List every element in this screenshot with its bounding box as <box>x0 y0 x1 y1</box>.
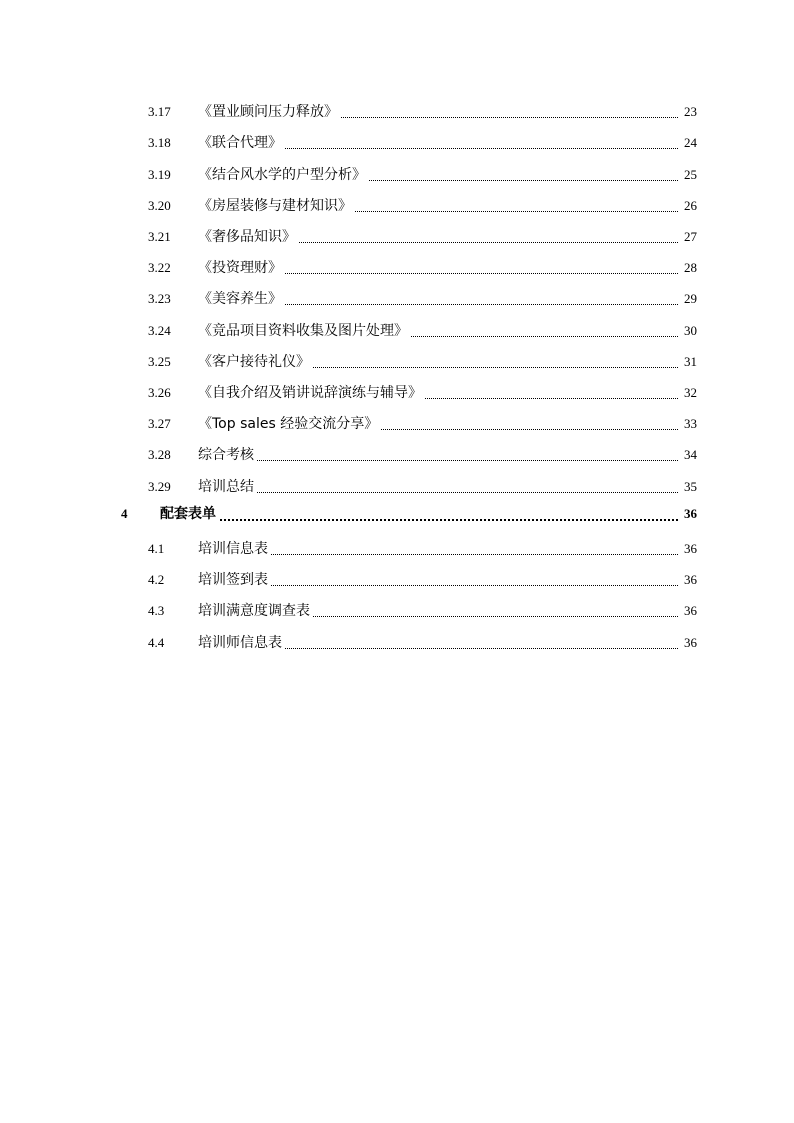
page-number: 34 <box>684 447 697 462</box>
section-number: 3.25 <box>148 354 171 369</box>
dot-leader <box>200 460 678 461</box>
toc-entry-4-2[interactable] <box>0 569 794 591</box>
section-title: 培训满意度调查表 <box>198 600 313 622</box>
chapter-number: 4 <box>121 506 128 521</box>
toc-entry-3-27[interactable] <box>0 413 794 435</box>
toc-entry-3-25[interactable] <box>0 351 794 373</box>
dot-leader <box>200 554 678 555</box>
page-number: 35 <box>684 479 697 494</box>
toc-entry-3-23[interactable] <box>0 288 794 310</box>
section-title: 《自我介绍及销讲说辞演练与辅导》 <box>198 382 425 404</box>
section-title: 《置业顾问压力释放》 <box>198 101 341 123</box>
section-number: 3.23 <box>148 291 171 306</box>
section-title: 《竞品项目资料收集及图片处理》 <box>198 320 411 342</box>
section-title: 《奢侈品知识》 <box>198 226 299 248</box>
section-title: 《房屋装修与建材知识》 <box>198 195 355 217</box>
section-number: 4.1 <box>148 541 165 556</box>
section-number: 3.19 <box>148 167 171 182</box>
section-title: 《Top sales 经验交流分享》 <box>198 413 381 435</box>
section-title: 培训签到表 <box>198 569 271 591</box>
section-title: 《联合代理》 <box>198 132 285 154</box>
section-number: 4.3 <box>148 603 165 618</box>
page-number: 27 <box>684 229 697 244</box>
dot-leader <box>160 519 678 521</box>
section-title: 《投资理财》 <box>198 257 285 279</box>
section-number: 3.17 <box>148 104 171 119</box>
section-number: 4.4 <box>148 635 165 650</box>
section-title: 综合考核 <box>198 444 257 466</box>
section-title: 《美容养生》 <box>198 288 285 310</box>
page-number: 36 <box>684 541 697 556</box>
toc-entry-3-26[interactable] <box>0 382 794 404</box>
toc-entry-3-21[interactable] <box>0 226 794 248</box>
section-title: 培训师信息表 <box>198 632 285 654</box>
page-number: 36 <box>684 603 697 618</box>
section-number: 3.21 <box>148 229 171 244</box>
section-title: 培训信息表 <box>198 538 271 560</box>
section-number: 3.20 <box>148 198 171 213</box>
page-number: 36 <box>684 506 697 521</box>
section-title: 培训总结 <box>198 476 257 498</box>
page-number: 25 <box>684 167 697 182</box>
section-number: 3.28 <box>148 447 171 462</box>
page-number: 33 <box>684 416 697 431</box>
section-number: 3.29 <box>148 479 171 494</box>
page-number: 36 <box>684 572 697 587</box>
page-number: 36 <box>684 635 697 650</box>
toc-entry-3-28[interactable] <box>0 444 794 466</box>
page-number: 32 <box>684 385 697 400</box>
section-number: 3.27 <box>148 416 171 431</box>
page-number: 30 <box>684 323 697 338</box>
toc-entry-3-22[interactable] <box>0 257 794 279</box>
toc-entry-4-1[interactable] <box>0 538 794 560</box>
page-number: 29 <box>684 291 697 306</box>
section-title: 《结合风水学的户型分析》 <box>198 164 369 186</box>
section-number: 3.22 <box>148 260 171 275</box>
section-number: 3.26 <box>148 385 171 400</box>
page-number: 31 <box>684 354 697 369</box>
dot-leader <box>200 492 678 493</box>
page-number: 28 <box>684 260 697 275</box>
toc-entry-4-4[interactable] <box>0 632 794 654</box>
dot-leader <box>200 585 678 586</box>
toc-entry-3-20[interactable] <box>0 195 794 217</box>
section-title: 《客户接待礼仪》 <box>198 351 313 373</box>
section-number: 4.2 <box>148 572 165 587</box>
toc-entry-3-29[interactable] <box>0 476 794 498</box>
page-number: 23 <box>684 104 697 119</box>
toc-chapter-4[interactable] <box>0 503 794 525</box>
section-number: 3.24 <box>148 323 171 338</box>
toc-entry-3-17[interactable] <box>0 101 794 123</box>
section-number: 3.18 <box>148 135 171 150</box>
toc-entry-4-3[interactable] <box>0 600 794 622</box>
page-number: 26 <box>684 198 697 213</box>
toc-entry-3-19[interactable] <box>0 164 794 186</box>
chapter-title: 配套表单 <box>160 503 219 525</box>
toc-entry-3-24[interactable] <box>0 320 794 342</box>
toc-entry-3-18[interactable] <box>0 132 794 154</box>
page-number: 24 <box>684 135 697 150</box>
